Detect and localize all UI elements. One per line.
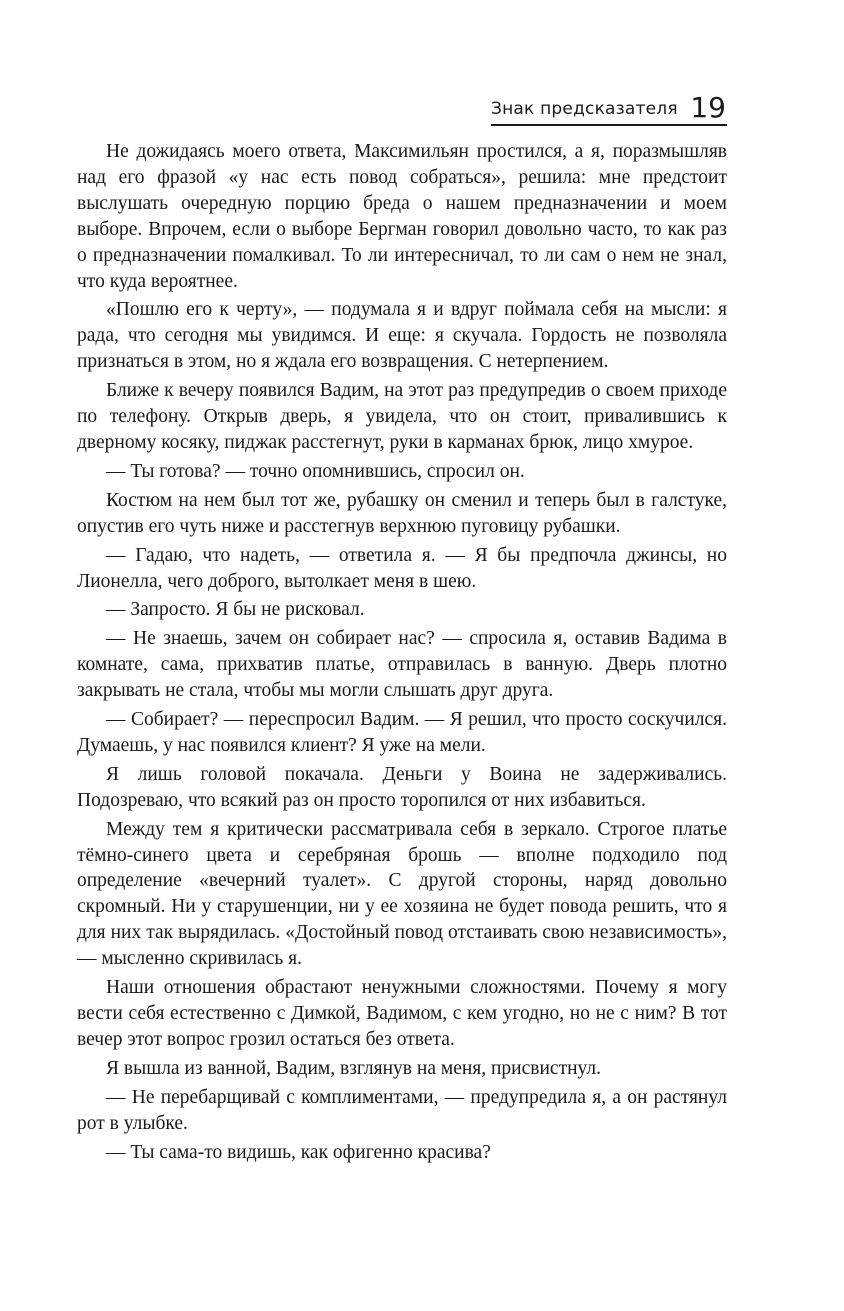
paragraph: Ближе к вечеру появился Вадим, на этот раз предупредив о своем приходе по телефону. Открыв дверь, я увидела, что он стоит, привалившись к дверному косяку, пиджак расстегнут, руки в карманах брюк, лицо хмурое. (77, 380, 727, 453)
running-header (491, 86, 727, 126)
paragraph: Между тем я критически рассматривала себя в зеркало. Строгое платье тёмно-синего цвета и серебряная брошь — вполне подходило под определение «вечерний туалет». С другой стороны, наряд довольно скромный. Ни у старушенции, ни у ее хозяина не будет повода решить, что я для них так вырядилась. «Достойный повод отстаивать свою независимость», — мысленно скривилась я. (77, 818, 727, 970)
paragraph: Не дожидаясь моего ответа, Максимильян простился, а я, поразмышляв над его фразой «у нас есть повод собраться», решила: мне предстоит выслушать очередную порцию бреда о нашем предназначении и моем выборе. Впрочем, если о выборе Бергман говорил довольно часто, то как раз о предназначении помалкивал. То ли интересничал, то ли сам о нем не знал, что куда вероятнее. (77, 141, 727, 292)
paragraph: Я вышла из ванной, Вадим, взглянув на меня, присвистнул. (106, 1057, 602, 1079)
dialogue-line: — Ты сама-то видишь, как офигенно красива? (106, 1141, 491, 1163)
dialogue-line: — Гадаю, что надеть, — ответила я. — Я бы предпочла джинсы, но Лионелла, чего доброго, вытолкает меня в шею. (77, 544, 727, 592)
paragraph: Костюм на нем был тот же, рубашку он сменил и теперь был в галстуке, опустив его чуть ниже и расстегнув верхнюю пуговицу рубашки. (77, 489, 727, 537)
running-header-title: Знак предсказателя (491, 99, 678, 119)
paragraph: Наши отношения обрастают ненужными сложностями. Почему я могу вести себя естественно с Димкой, Вадимом, с кем угодно, но не с ним? В тот вечер этот вопрос грозил остаться без ответа. (77, 977, 727, 1050)
dialogue-line: — Не знаешь, зачем он собирает нас? — спросила я, оставив Вадима в комнате, сама, прихватив платье, отправилась в ванную. Дверь плотно закрывать не стала, чтобы мы могли слышать друг друга. (77, 628, 727, 702)
dialogue-line: — Запросто. Я бы не рисковал. (106, 599, 365, 621)
dialogue-line: — Ты готова? — точно опомнившись, спросил он. (106, 460, 525, 482)
text-body (77, 139, 727, 1165)
paragraph: «Пошлю его к черту», — подумала я и вдруг поймала себя на мысли: я рада, что сегодня мы увидимся. И еще: я скучала. Гордость не позволяла признаться в этом, но я ждала его возвращения. С нетерпением. (77, 299, 727, 373)
dialogue-line: — Не перебарщивай с комплиментами, — предупредила я, а он растянул рот в улыбке. (77, 1086, 727, 1134)
dialogue-line: — Собирает? — переспросил Вадим. — Я решил, что просто соскучился. Думаешь, у нас появился клиент? Я уже на мели. (77, 709, 727, 756)
page-number: 19 (690, 91, 726, 124)
paragraph: Я лишь головой покачала. Деньги у Воина не задерживались. Подозреваю, что всякий раз он просто торопился от них избавиться. (77, 763, 727, 811)
